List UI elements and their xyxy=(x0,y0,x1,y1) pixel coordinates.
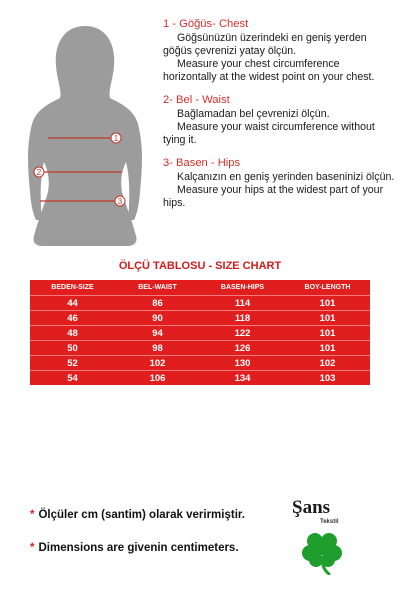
section-title: 3- Basen - Hips xyxy=(163,157,241,169)
table-cell: 101 xyxy=(285,311,370,326)
table-cell: 103 xyxy=(285,371,370,386)
table-cell: 98 xyxy=(115,341,200,356)
section-title: 1 - Göğüs- Chest xyxy=(163,18,249,30)
marker-label: 2 xyxy=(36,168,42,177)
table-cell: 102 xyxy=(115,356,200,371)
chest-marker xyxy=(111,133,121,143)
instruction-tr: Kalçanızın en geniş yerinden baseninizi ölçün. xyxy=(177,171,395,183)
column-header-length: BOY-LENGTH xyxy=(285,280,370,296)
hips-instruction xyxy=(163,157,395,210)
table-row xyxy=(30,296,370,311)
table-cell: 122 xyxy=(200,326,285,341)
table-cell: 134 xyxy=(200,371,285,386)
table-cell: 114 xyxy=(200,296,285,311)
table-cell: 94 xyxy=(115,326,200,341)
note-asterisk: * xyxy=(30,542,35,554)
instruction-en: Measure your hips at the widest part of your hips. xyxy=(163,184,384,209)
note-text: Ölçüler cm (santim) olarak verirmiştir. xyxy=(38,509,245,521)
brand-name: Şans xyxy=(292,497,331,518)
table-cell: 102 xyxy=(285,356,370,371)
table-cell: 118 xyxy=(200,311,285,326)
brand-logo xyxy=(290,497,360,577)
section-title: 2- Bel - Waist xyxy=(163,94,230,106)
table-cell: 52 xyxy=(30,356,115,371)
column-header-size: BEDEN-SIZE xyxy=(30,280,115,296)
table-cell: 130 xyxy=(200,356,285,371)
brand-subtitle: Tekstil xyxy=(320,519,339,525)
table-cell: 101 xyxy=(285,341,370,356)
waist-instruction xyxy=(163,94,395,147)
column-header-waist: BEL-WAIST xyxy=(115,280,200,296)
table-cell: 106 xyxy=(115,371,200,386)
size-chart-table xyxy=(30,280,370,385)
table-cell: 48 xyxy=(30,326,115,341)
note-turkish xyxy=(30,509,245,521)
table-cell: 90 xyxy=(115,311,200,326)
body-silhouette-illustration xyxy=(20,20,150,250)
table-row xyxy=(30,356,370,371)
instruction-tr: Göğsünüzün üzerindeki en geniş yerden göğüs çevrenizi yatay ölçün. xyxy=(163,32,367,57)
instruction-en: Measure your waist circumference without tying it. xyxy=(163,121,375,146)
size-chart-title: ÖLÇÜ TABLOSU - SIZE CHART xyxy=(118,260,282,272)
measuring-instructions xyxy=(163,18,395,220)
table-cell: 86 xyxy=(115,296,200,311)
chest-instruction xyxy=(163,18,395,84)
note-english xyxy=(30,542,239,554)
table-row xyxy=(30,311,370,326)
column-header-hips: BASEN-HIPS xyxy=(200,280,285,296)
table-cell: 126 xyxy=(200,341,285,356)
instruction-en: Measure your chest circumference horizontally at the widest point on your chest. xyxy=(163,58,375,83)
clover-icon xyxy=(298,527,346,575)
table-row xyxy=(30,326,370,341)
hips-marker xyxy=(115,196,125,206)
instruction-tr: Bağlamadan bel çevrenizi ölçün. xyxy=(177,108,330,120)
marker-label: 1 xyxy=(113,134,119,143)
table-header-row xyxy=(30,280,370,296)
table-cell: 101 xyxy=(285,326,370,341)
marker-label: 3 xyxy=(117,197,123,206)
table-cell: 50 xyxy=(30,341,115,356)
waist-marker xyxy=(34,167,44,177)
table-cell: 44 xyxy=(30,296,115,311)
table-row xyxy=(30,341,370,356)
table-cell: 54 xyxy=(30,371,115,386)
table-row xyxy=(30,371,370,386)
table-cell: 46 xyxy=(30,311,115,326)
note-text: Dimensions are givenin centimeters. xyxy=(38,542,239,554)
note-asterisk: * xyxy=(30,509,35,521)
table-cell: 101 xyxy=(285,296,370,311)
